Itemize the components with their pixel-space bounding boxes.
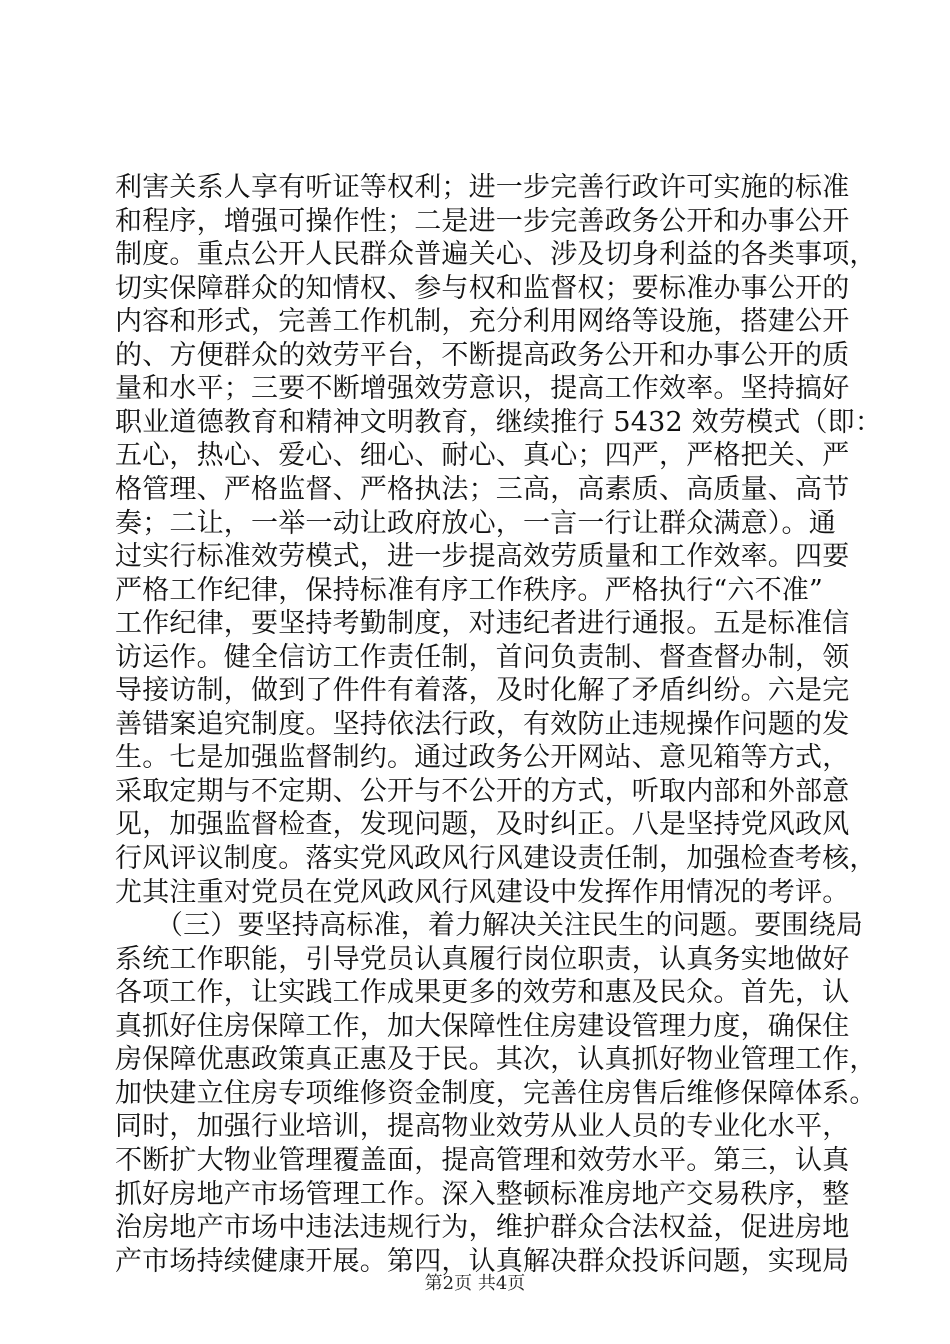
text-line: 工作纪律，要坚持考勤制度，对违纪者进行通报。五是标准信 <box>115 608 850 640</box>
text-line: 房保障优惠政策真正惠及于民。其次，认真抓好物业管理工作， <box>115 1044 877 1076</box>
text-line: 采取定期与不定期、公开与不公开的方式，听取内部和外部意 <box>115 775 850 807</box>
text-line: 产市场持续健康开展。第四，认真解决群众投诉问题，实现局 <box>115 1245 850 1277</box>
text-line: 内容和形式，完善工作机制，充分利用网络等设施，搭建公开 <box>115 306 850 338</box>
text-line: 抓好房地产市场管理工作。深入整顿标准房地产交易秩序，整 <box>115 1178 850 1210</box>
text-line: 行风评议制度。落实党风政风行风建设责任制，加强检查考核， <box>115 843 877 874</box>
page-footer: 第2页 共4页 <box>424 1273 526 1294</box>
text-line: 加快建立住房专项维修资金制度，完善住房售后维修保障体系。 <box>115 1077 877 1109</box>
text-line: 不断扩大物业管理覆盖面，提高管理和效劳水平。第三，认真 <box>115 1144 850 1176</box>
text-line: 治房地产市场中违法违规行为，维护群众合法权益，促进房地 <box>115 1212 850 1244</box>
text-line: 严格工作纪律，保持标准有序工作秩序。严格执行“六不准” <box>115 574 824 606</box>
text-line: 同时，加强行业培训，提高物业效劳从业人员的专业化水平， <box>115 1111 850 1143</box>
text-line: 奏；二让，一举一动让政府放心，一言一行让群众满意）。通 <box>115 507 836 539</box>
text-line: 真抓好住房保障工作，加大保障性住房建设管理力度，确保住 <box>115 1010 850 1042</box>
text-line: 善错案追究制度。坚持依法行政，有效防止违规操作问题的发 <box>115 708 850 740</box>
text-line: 过实行标准效劳模式，进一步提高效劳质量和工作效率。四要 <box>115 541 850 573</box>
text-line: 生。七是加强监督制约。通过政务公开网站、意见箱等方式， <box>115 742 850 774</box>
text-line: 五心，热心、爱心、细心、耐心、真心；四严，严格把关、严 <box>115 440 850 472</box>
text-line: 职业道德教育和精神文明教育，继续推行 5432 效劳模式（即： <box>115 406 883 438</box>
text-line: 的、方便群众的效劳平台，不断提高政务公开和办事公开的质 <box>115 339 850 371</box>
text-line: 和程序，增强可操作性；二是进一步完善政务公开和办事公开 <box>115 205 850 237</box>
text-line: 格管理、严格监督、严格执法；三高，高素质、高质量、高节 <box>115 473 850 505</box>
text-line: 尤其注重对党员在党风政风行风建设中发挥作用情况的考评。 <box>115 876 850 908</box>
text-line: 系统工作职能，引导党员认真履行岗位职责，认真务实地做好 <box>115 943 850 975</box>
text-line: （三）要坚持高标准，着力解决关注民生的问题。要围绕局 <box>115 910 864 942</box>
text-line: 利害关系人享有听证等权利；进一步完善行政许可实施的标准 <box>115 172 850 203</box>
text-line: 访运作。健全信访工作责任制，首问负责制、督查督办制，领 <box>115 641 850 673</box>
text-line: 各项工作，让实践工作成果更多的效劳和惠及民众。首先，认 <box>115 977 850 1009</box>
text-line: 见，加强监督检查，发现问题，及时纠正。八是坚持党风政风 <box>115 809 850 841</box>
text-line: 制度。重点公开人民群众普遍关心、涉及切身利益的各类事项， <box>115 239 877 271</box>
text-line: 导接访制，做到了件件有着落，及时化解了矛盾纠纷。六是完 <box>115 675 850 707</box>
text-line: 量和水平；三要不断增强效劳意识，提高工作效率。坚持搞好 <box>115 373 850 405</box>
text-line: 切实保障群众的知情权、参与权和监督权；要标准办事公开的 <box>115 272 850 304</box>
